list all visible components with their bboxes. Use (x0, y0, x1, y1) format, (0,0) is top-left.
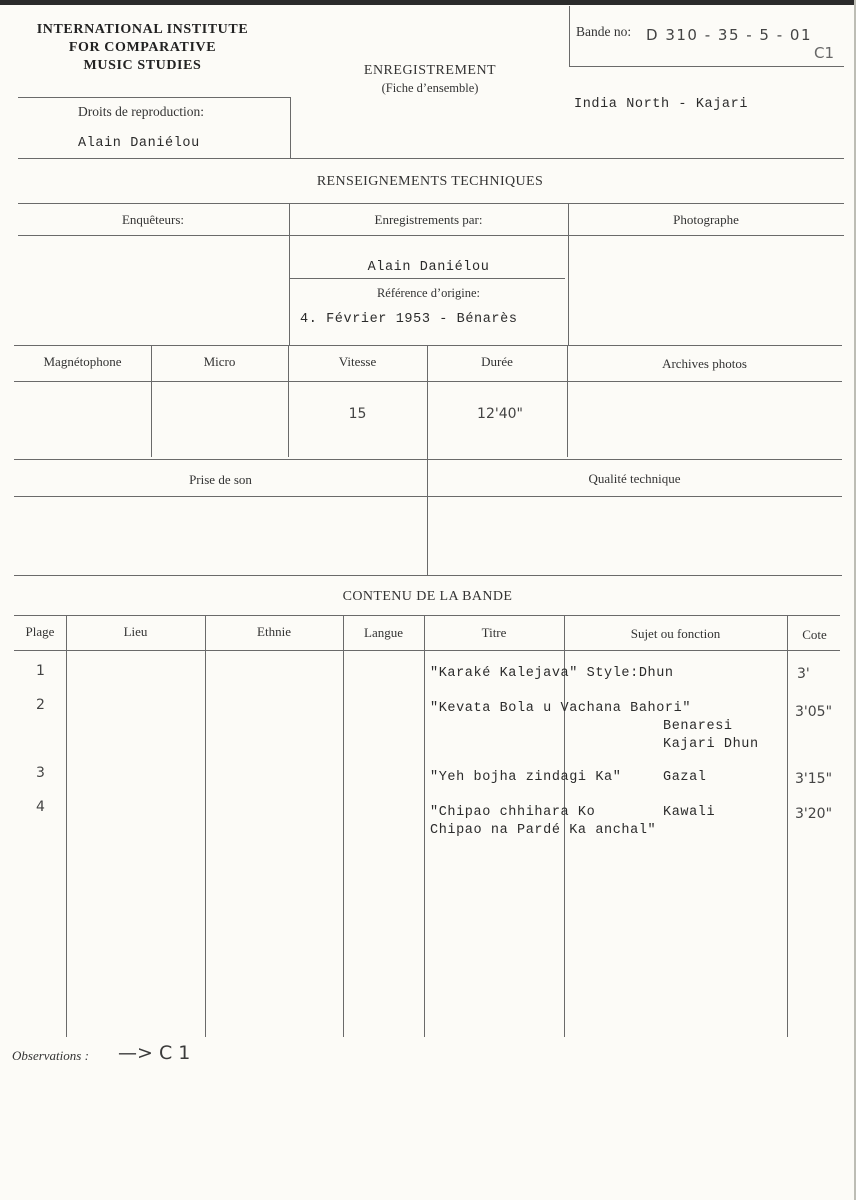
micro-label: Micro (203, 354, 236, 369)
row-4-plage: 4 (36, 799, 45, 815)
observations-value: —> C 1 (118, 1042, 191, 1064)
row-1-titre: "Karaké Kalejava" Style:Dhun (430, 666, 674, 681)
vitesse-label: Vitesse (338, 354, 377, 369)
row-3-titre: "Yeh bojha zindagi Ka" (430, 770, 622, 785)
observations-label: Observations : (12, 1048, 89, 1063)
rights-label: Droits de reproduction: (78, 104, 204, 119)
technical-title: RENSEIGNEMENTS TECHNIQUES (316, 174, 544, 189)
tech-line-5 (14, 459, 842, 460)
col-div-4 (424, 615, 425, 1037)
col-header-langue: Langue (364, 625, 403, 640)
row-1-plage: 1 (36, 663, 45, 679)
row-4-titre-2: Chipao na Pardé Ka anchal" (430, 823, 657, 838)
tech-line-2 (18, 235, 844, 236)
row-2-titre: "Kevata Bola u Vachana Bahori" (430, 701, 692, 716)
row-2-cote: 3'05" (795, 704, 833, 720)
institute-line-2: FOR COMPARATIVE (68, 40, 217, 55)
reference-label: Référence d’origine: (376, 286, 481, 300)
col-div-1 (66, 615, 67, 1037)
row-1-cote: 3' (797, 666, 810, 682)
enregistrements-value: Alain Daniélou (367, 260, 490, 275)
col-header-lieu: Lieu (123, 624, 148, 639)
vitesse-value: 15 (348, 406, 367, 422)
col-header-sujet: Sujet ou fonction (630, 626, 721, 641)
bande-label: Bande no: (576, 24, 632, 39)
tech-div-5 (427, 345, 428, 575)
row-4-titre-1: "Chipao chhihara Ko (430, 805, 596, 820)
bande-note: C1 (814, 44, 835, 62)
row-4-cote: 3'20" (795, 806, 833, 822)
bande-box-left (569, 6, 570, 66)
prise-label: Prise de son (189, 472, 252, 487)
rights-value: Alain Daniélou (78, 136, 200, 151)
bande-box-bottom (569, 66, 844, 67)
duree-value: 12'40" (477, 406, 523, 422)
enqueteurs-label: Enquêteurs: (121, 212, 185, 227)
top-edge (0, 0, 856, 5)
contents-line-2 (14, 650, 840, 651)
col-header-plage: Plage (25, 624, 55, 639)
tech-line-7 (14, 575, 842, 576)
col-div-3 (343, 615, 344, 1037)
contents-title: CONTENU DE LA BANDE (342, 589, 513, 604)
contents-line-1 (14, 615, 840, 616)
institute-line-1: INTERNATIONAL INSTITUTE (36, 22, 249, 37)
col-div-2 (205, 615, 206, 1037)
tech-line-1 (18, 203, 844, 204)
form-subtitle: (Fiche d’ensemble) (381, 81, 479, 95)
qualite-label: Qualité technique (588, 471, 681, 486)
reference-value: 4. Février 1953 - Bénarès (300, 312, 518, 327)
bande-value: D 310 - 35 - 5 - 01 (646, 26, 813, 44)
tech-line-3 (14, 345, 842, 346)
row-3-plage: 3 (36, 765, 45, 781)
col-header-ethnie: Ethnie (257, 624, 291, 639)
col-header-titre: Titre (481, 625, 507, 640)
region-value: India North - Kajari (574, 97, 749, 112)
institute-line-3: MUSIC STUDIES (83, 58, 202, 73)
rights-right (290, 97, 291, 158)
row-2-sujet-1: Benaresi (663, 719, 733, 734)
photographe-label: Photographe (673, 212, 739, 227)
archives-label: Archives photos (662, 356, 747, 371)
rights-top (18, 97, 290, 98)
row-2-sujet-2: Kajari Dhun (663, 737, 759, 752)
form-title: ENREGISTREMENT (363, 63, 497, 78)
tech-line-6 (14, 496, 842, 497)
enregistrements-underline (290, 278, 565, 279)
row-2-plage: 2 (36, 697, 45, 713)
tech-line-4 (14, 381, 842, 382)
duree-label: Durée (481, 354, 513, 369)
header-bottom-line (18, 158, 844, 159)
row-3-cote: 3'15" (795, 771, 833, 787)
col-div-6 (787, 615, 788, 1037)
row-4-sujet: Kawali (663, 805, 716, 820)
col-header-cote: Cote (802, 627, 827, 642)
magnetophone-label: Magnétophone (43, 354, 122, 369)
enregistrements-label: Enregistrements par: (374, 212, 483, 227)
row-3-sujet: Gazal (663, 770, 707, 785)
